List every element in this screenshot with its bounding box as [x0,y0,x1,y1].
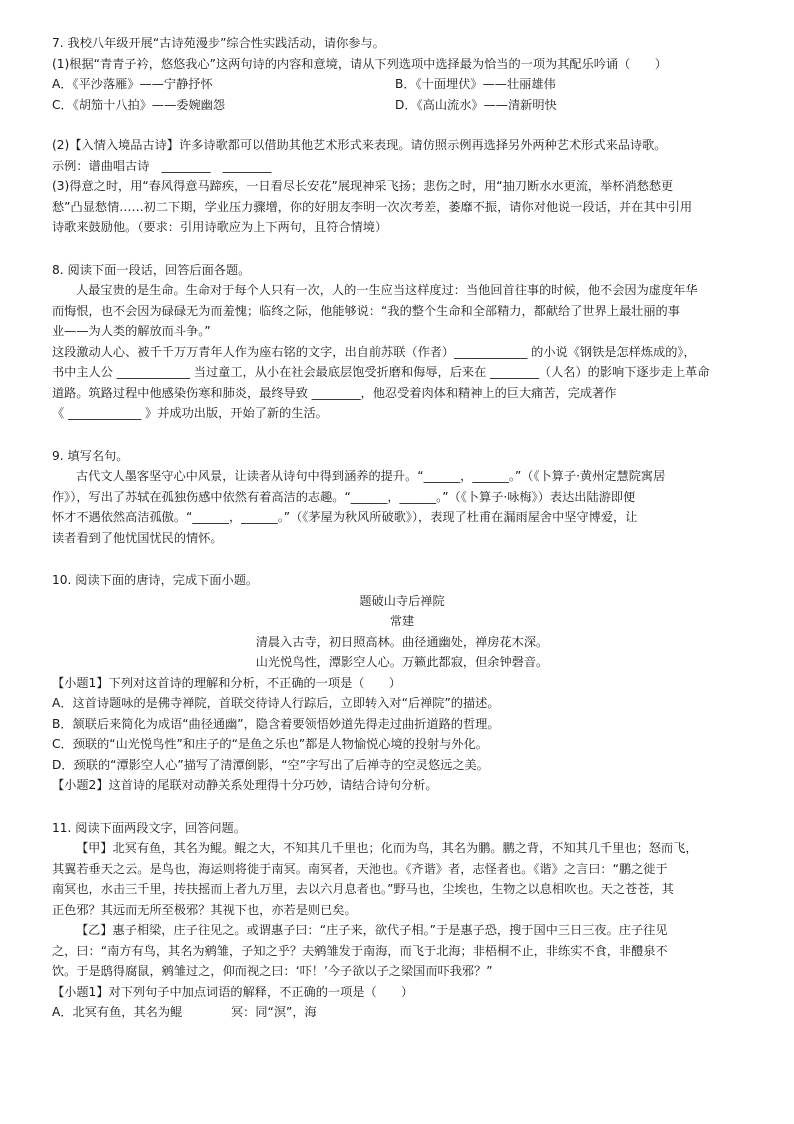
q11-yi-line-1: 【乙】惠子相梁，庄子往见之。或谓惠子曰：“庄子来，欲代子相。”于是惠子恐，搜于国中三日三夜。庄子往见 [76,923,668,937]
poem-author: 常建 [389,614,415,628]
q7-part2: (2)【入情入境品古诗】许多诗歌都可以借助其他艺术形式来表现。请仿照示例再选择另外两种艺术形式来品诗歌。 [52,138,667,152]
q7-part3-line-1: (3)得意之时，用“春风得意马蹄疾，一日看尽长安花”展现神采飞扬；悲伤之时，用“抽刀断水水更流，举杯消愁愁更 [52,179,674,193]
q8-passage-line-2: 而悔恨，也不会因为碌碌无为而羞愧；临终之际，他能够说：“我的整个生命和全部精力，都献给了世界上最壮丽的事 [52,303,680,318]
q10-option-a: A．这首诗题咏的是佛寺禅院，首联交待诗人行踪后，立即转入对“后禅院”的描述。 [52,696,500,710]
worksheet-page [52,33,752,1023]
q7-option-d: D．《高山流水》——清新明快 [395,97,557,112]
q10-title: 10. 阅读下面的唐诗，完成下面小题。 [52,573,259,587]
q7-options-row-1 [52,74,752,95]
question-7 [52,33,752,238]
q7-part3-line-2: 愁”凸显愁情……初二下期，学业压力骤增，你的好朋友李明一次次考差，萎靡不振，请你对他说一段话，并在其中引用 [52,199,693,214]
poem-line-2: 山光悦鸟性，潭影空人心。万籁此都寂，但余钟磬音。 [255,655,549,669]
question-11 [52,818,752,1023]
q7-part3-line-3: 诗歌来鼓励他。（要求：引用诗歌应为上下两句，且符合情境） [52,220,388,234]
question-9 [52,446,752,549]
q10-subquestion-1: 【小题1】下列对这首诗的理解和分析，不正确的一项是（ ） [52,675,402,690]
q7-options-row-2 [52,95,752,116]
q11-jia-line-3: 南冥也，水击三千里，抟扶摇而上者九万里，去以六月息者也。”野马也，尘埃也，生物之以息相吹也。天之苍苍，其 [52,882,674,896]
q11-jia-line-2: 其翼若垂天之云。是鸟也，海运则将徙于南冥。南冥者，天池也。《齐谐》者，志怪者也。《谐》之言曰：“鹏之徙于 [52,861,668,876]
q8-question-line-1: 这段激动人心、被千千万万青年人作为座右铭的文字，出自前苏联（作者）____________ 的小说《钢铁是怎样炼成的》， [52,344,696,359]
q8-question-line-3: 道路。筑路过程中他感染伤寒和肺炎，最终导致 ________，他忍受着肉体和精神上的巨大痛苦，完成著作 [52,385,617,400]
q8-question-line-2: 书中主人公 ____________ 当过童工，从小在社会最底层饱受折磨和侮辱，后来在 ________（人名）的影响下逐步走上革命 [52,365,710,379]
q8-passage-line-1: 人最宝贵的是生命。生命对于每个人只有一次，人的一生应当这样度过：当他回首往事的时候，他不会因为虚度年华 [76,283,698,297]
q11-yi-line-3: 饮。于是鸱得腐鼠，鹓雏过之，仰而视之曰：‘吓！’今子欲以子之梁国而吓我邪？” [52,964,493,978]
q9-title: 9. 填写名句。 [52,448,129,463]
q11-yi-line-2: 之，曰：“南方有鸟，其名为鹓雏，子知之乎？夫鹓雏发于南海，而飞于北海；非梧桐不止，非练实不食，非醴泉不 [52,943,668,958]
q9-line-2: 作》），写出了苏轼在孤独伤感中依然有着高洁的志趣。“______，______。”（《卜算子·咏梅》）表达出陆游即便 [52,489,636,504]
q9-line-1: 古代文人墨客坚守心中风景，让读者从诗句中得到涵养的提升。“______，______。”（《卜算子·黄州定慧院寓居 [76,469,666,483]
poem-title: 题破山寺后禅院 [359,593,445,608]
q7-title: 7. 我校八年级开展“古诗苑漫步”综合性实践活动，请你参与。 [52,36,385,50]
q7-part2-example: 示例：谱曲唱古诗 ________ ________ [52,158,272,173]
q11-jia-line-1: 【甲】北冥有鱼，其名为鲲。鲲之大，不知其几千里也；化而为鸟，其名为鹏。鹏之背，不知其几千里也；怒而飞， [76,841,698,855]
question-10 [52,570,752,796]
poem-line-1: 清晨入古寺，初日照高林。曲径通幽处，禅房花木深。 [255,634,549,649]
q8-title: 8. 阅读下面一段话，回答后面各题。 [52,262,251,277]
q7-part1: (1)根据“青青子衿，悠悠我心”这两句诗的内容和意境，请从下列选项中选择最为恰当的一项为其配乐吟诵（ ） [52,56,667,71]
q9-line-4: 读者看到了他忧国忧民的情怀。 [52,530,223,545]
q7-option-a: A．《平沙落雁》——宁静抒怀 [52,77,213,91]
question-8 [52,260,752,424]
q7-option-b: B．《十面埋伏》——壮丽雄伟 [395,77,556,91]
q11-subquestion-1: 【小题1】对下列句子中加点词语的解释，不正确的一项是（ ） [52,984,414,999]
q10-option-d: D．颈联的“潭影空人心”描写了清潭倒影，“空”字写出了后禅寺的空灵悠远之美。 [52,757,489,772]
q11-option-a: A．北冥有鱼，其名为鲲 冥：同“溟”，海 [52,1005,317,1019]
q9-line-3: 怀才不遇依然高洁孤傲。“______，______。”（《茅屋为秋风所破歌》），表现了杜甫在漏雨屋舍中坚守博爱，让 [52,510,638,524]
q11-title: 11. 阅读下面两段文字，回答问题。 [52,820,246,835]
q8-question-line-4: 《 ____________ 》并成功出版，开始了新的生活。 [52,406,328,420]
q8-passage-line-3: 业——为人类的解放而斗争。” [52,324,211,338]
q10-option-b: B．颔联后来简化为成语“曲径通幽”，隐含着要领悟妙道先得走过曲折道路的哲理。 [52,716,500,731]
q10-option-c: C．颈联的“山光悦鸟性”和庄子的“是鱼之乐也”都是人物愉悦心境的投射与外化。 [52,737,488,751]
q10-subquestion-2: 【小题2】这首诗的尾联对动静关系处理得十分巧妙，请结合诗句分析。 [52,778,438,792]
q11-jia-line-4: 正色邪？其远而无所至极邪？其视下也，亦若是则已矣。 [52,902,357,917]
q7-option-c: C．《胡笳十八拍》——委婉幽怨 [52,97,226,112]
